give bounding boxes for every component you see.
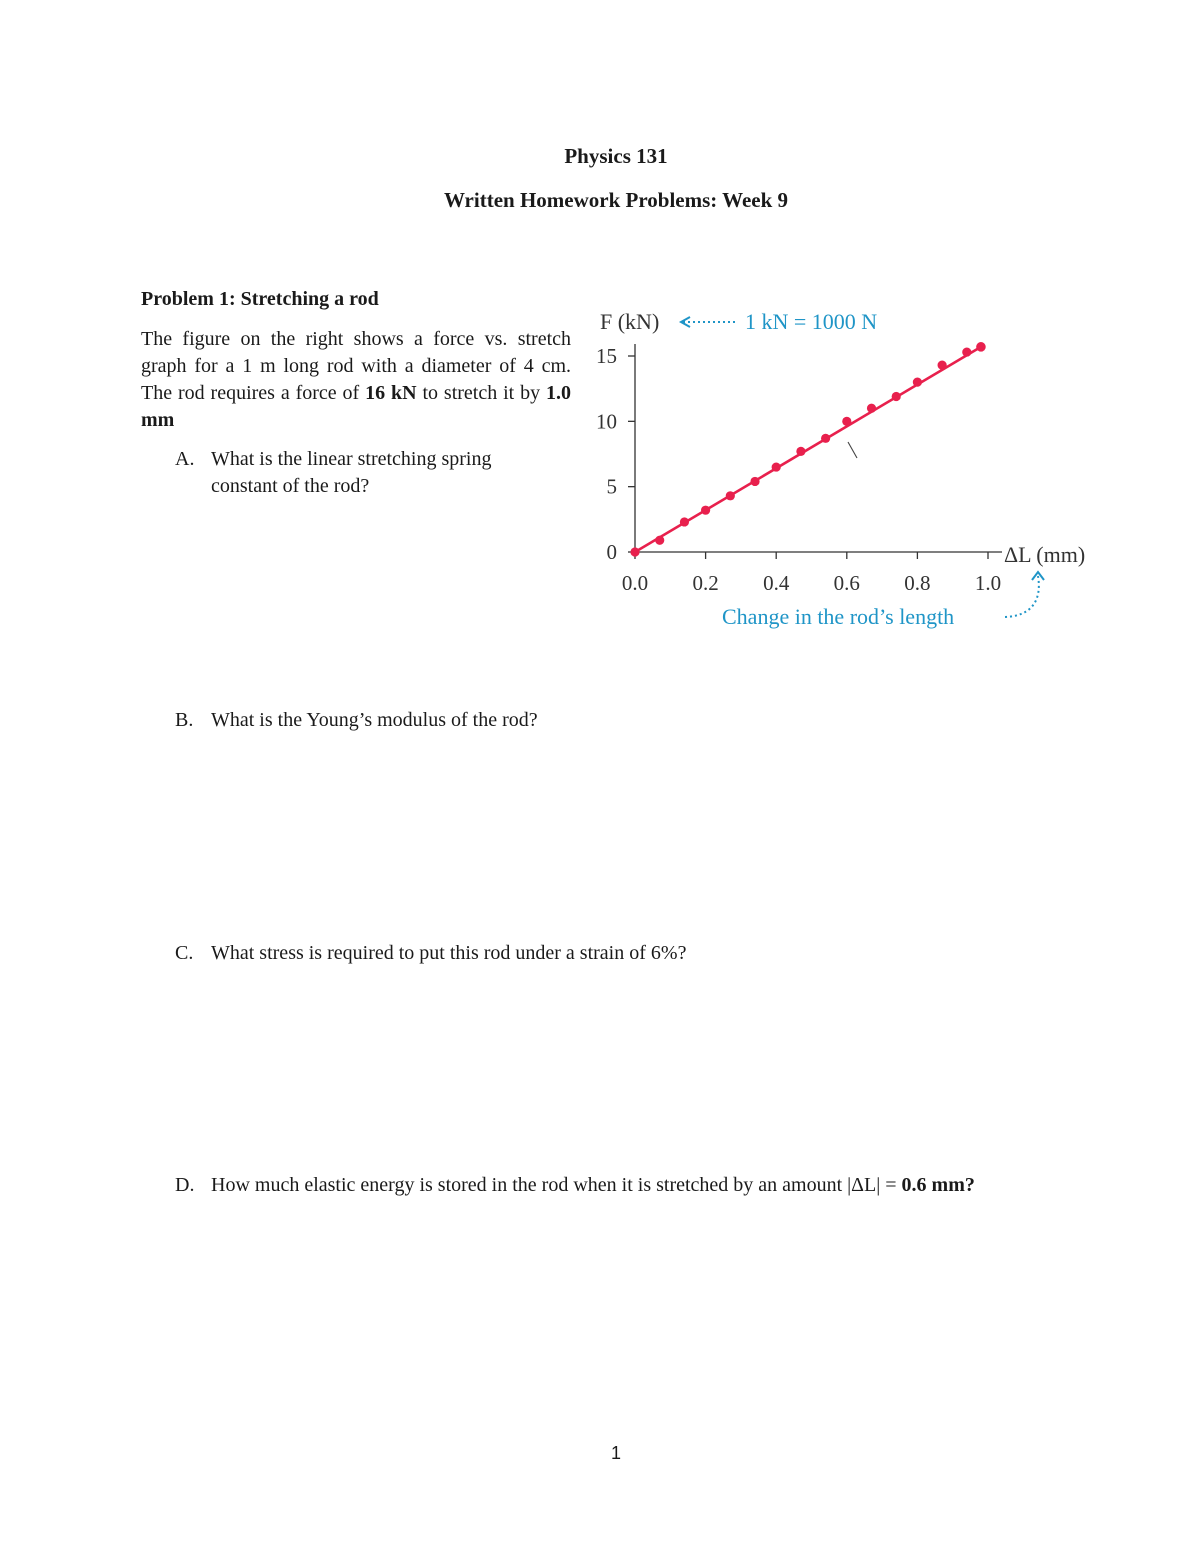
question-letter: A. [175,448,195,470]
xlabel-note: Change in the rod’s length [722,604,955,629]
question-b [175,707,875,737]
data-point [772,462,781,471]
question-text: What is the linear stretching spring constant of the rod? [211,448,492,497]
data-point [867,404,876,413]
data-point [680,517,689,526]
question-d [175,1172,1035,1232]
data-point [976,342,986,352]
xlabel-arrow [1005,576,1039,617]
ylabel-note: 1 kN = 1000 N [745,309,878,334]
x-tick-label: 0.6 [833,571,860,595]
data-point [750,477,759,486]
course-title: Physics 131 [564,144,668,168]
question-text [211,1172,1031,1199]
question-a [175,446,575,506]
question-text: What is the Young’s modulus of the rod? [211,709,538,731]
question-d-value: 0.6 mm? [901,1174,975,1196]
stretch-value: 1.0 mm [141,382,572,431]
x-tick-label: 0.4 [763,571,790,595]
x-tick-label: 0.2 [692,571,719,595]
annotation-mark [848,442,857,458]
data-point [630,547,639,556]
question-d-text: How much elastic energy is stored in the rod when it is stretched by an amount |ΔL| = [211,1174,897,1196]
y-tick-label: 0 [606,540,617,564]
problem-intro [141,326,571,434]
intro-text: The figure on the right shows a force vs. stretch graph for a 1 m long rod with a diameter of 4 cm. The rod requires a force of [141,328,571,404]
x-tick-label: 0.8 [904,571,931,595]
y-tick-label: 10 [596,409,617,434]
question-c [175,940,875,970]
page-number: 1 [610,1443,621,1463]
data-point [796,447,805,456]
question-letter: B. [175,709,194,731]
data-point [726,491,735,500]
data-point [938,361,947,370]
data-point [842,417,851,426]
x-axis-label: ΔL (mm) [1004,542,1086,567]
y-axis-label: F (kN) [600,309,660,334]
data-point [655,536,664,545]
problem-heading: Problem 1: Stretching a rod [141,288,379,310]
data-point [962,347,971,356]
x-tick-label: 1.0 [974,571,1002,595]
data-point [821,434,830,443]
data-point [701,506,710,515]
force-value: 16 kN [365,382,417,404]
x-tick-label: 0.0 [621,571,649,595]
force-stretch-chart [580,300,1120,640]
question-text: What stress is required to put this rod under a strain of 6%? [211,942,687,964]
data-point [913,378,922,387]
question-letter: D. [175,1174,195,1196]
homework-title: Written Homework Problems: Week 9 [443,188,789,212]
y-tick-label: 15 [596,344,617,368]
intro-mid: to stretch it by [422,382,541,404]
y-tick-label: 5 [606,474,617,499]
data-point [892,392,901,401]
question-letter: C. [175,942,194,964]
